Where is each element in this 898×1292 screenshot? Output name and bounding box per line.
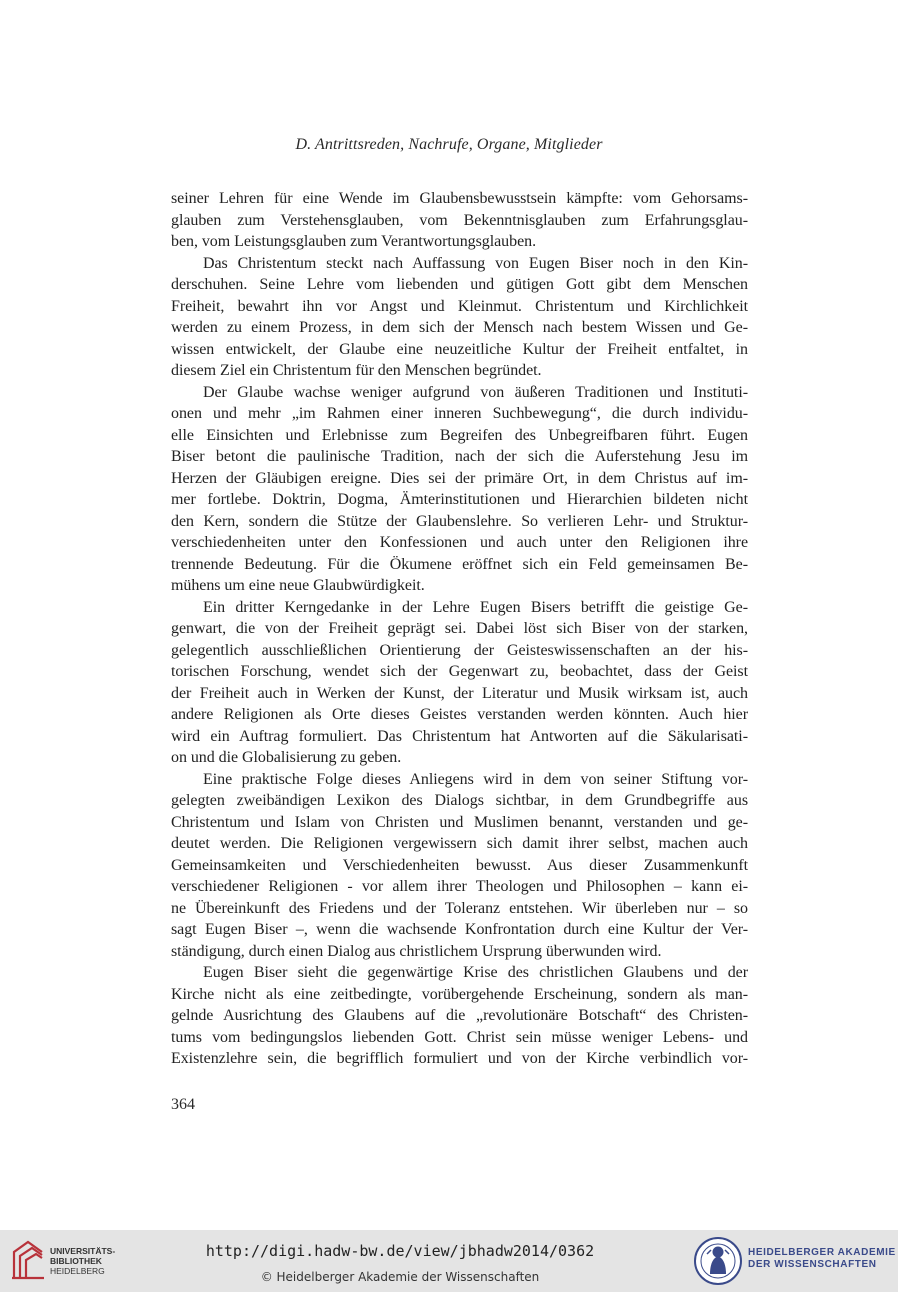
text-line: torischen Forschung, wendet sich der Gegenwart zu, beobachtet, dass der Geist <box>171 663 748 680</box>
text-line: mühens um eine neue Glaubwürdigkeit. <box>171 577 425 594</box>
academy-name-line: HEIDELBERGER AKADEMIE <box>748 1247 896 1258</box>
text-line: on und die Globalisierung zu geben. <box>171 749 402 766</box>
text-line: Eugen Biser sieht die gegenwärtige Krise des christlichen Glaubens und der <box>203 964 748 981</box>
text-line: onen und mehr „im Rahmen einer inneren Suchbewegung“, die durch individu- <box>171 405 748 422</box>
text-line: Existenzlehre sein, die begrifflich formuliert und von der Kirche verbindlich vor- <box>171 1050 748 1067</box>
text-line: Ein dritter Kerngedanke in der Lehre Eugen Bisers betrifft die geistige Ge- <box>203 598 748 616</box>
text-line: seiner Lehren für eine Wende im Glaubensbewusstsein kämpfte: vom Gehorsams- <box>171 190 748 207</box>
text-line: gelegten zweibändigen Lexikon des Dialogs sichtbar, in dem Grundbegriffe aus <box>171 792 748 809</box>
running-head: D. Antrittsreden, Nachrufe, Organe, Mitglieder <box>295 136 603 153</box>
text-line: ständigung, durch einen Dialog aus christlichem Ursprung überwunden wird. <box>171 942 662 960</box>
text-line: genwart, die von der Freiheit geprägt sei. Dabei löst sich Biser von der starken, <box>171 620 748 637</box>
text-line: Gemeinsamkeiten und Verschiedenheiten bewusst. Aus dieser Zusammenkunft <box>171 856 748 874</box>
text-line: diesem Ziel ein Christentum für den Menschen begründet. <box>171 362 542 379</box>
text-line: verschiedener Religionen - vor allem ihrer Theologen und Philosophen – kann ei- <box>171 878 748 895</box>
text-line: ne Übereinkunft des Friedens und der Toleranz entstehen. Wir überleben nur – so <box>171 899 748 917</box>
body-text <box>171 188 748 1070</box>
text-line: glauben zum Verstehensglauben, vom Bekenntnisglauben zum Erfahrungsglau- <box>171 211 748 229</box>
library-name-line: BIBLIOTHEK <box>50 1256 102 1266</box>
text-line: der Freiheit auch in Werken der Kunst, der Literatur und Musik wirksam ist, auch <box>171 684 748 702</box>
copyright-notice: © Heidelberger Akademie der Wissenschaften <box>260 1270 540 1284</box>
text-line: Das Christentum steckt nach Auffassung von Eugen Biser noch in den Kin- <box>203 254 748 272</box>
text-line: gelegentlich ausschließlichen Orientierung der Geisteswissenschaften an der his- <box>171 641 748 659</box>
academy-name <box>748 1247 896 1271</box>
text-line: wird ein Auftrag formuliert. Das Christentum hat Antworten auf die Säkularisati- <box>171 727 748 745</box>
text-line: mer fortlebe. Doktrin, Dogma, Ämterinstitutionen und Hierarchien bildeten nicht <box>171 491 748 508</box>
academy-seal-icon[interactable] <box>693 1236 743 1286</box>
text-line: verschiedenheiten unter den Konfessionen und auch unter den Religionen ihre <box>171 534 748 551</box>
text-line: Christentum und Islam von Christen und Muslimen benannt, verstanden und ge- <box>171 813 748 831</box>
text-line: tums vom bedingungslos liebenden Gott. Christ sein müsse weniger Lebens- und <box>171 1028 748 1046</box>
library-name-line: UNIVERSITÄTS- <box>50 1246 116 1256</box>
permalink-url[interactable]: http://digi.hadw-bw.de/view/jbhadw2014/0362 <box>205 1242 595 1260</box>
text-line: Herzen der Gläubigen ereigne. Dies sei der primäre Ort, in dem Christus auf im- <box>171 469 748 487</box>
text-line: sagt Eugen Biser –, wenn die wachsende Konfrontation durch eine Kultur der Ver- <box>171 921 748 938</box>
page-number: 364 <box>171 1096 195 1113</box>
text-line: derschuhen. Seine Lehre vom liebenden und gütigen Gott gibt dem Menschen <box>171 276 748 293</box>
text-line: trennende Bedeutung. Für die Ökumene eröffnet sich ein Feld gemeinsamen Be- <box>171 555 748 573</box>
text-line: Eine praktische Folge dieses Anliegens wird in dem von seiner Stiftung vor- <box>203 770 748 788</box>
text-line: ben, vom Leistungsglauben zum Verantwortungsglauben. <box>171 233 537 250</box>
text-line: Biser betont die paulinische Tradition, nach der sich die Auferstehung Jesu im <box>171 448 748 465</box>
text-line: deutet werden. Die Religionen vergewissern sich damit ihrer selbst, machen auch <box>171 835 748 852</box>
footer-bar <box>0 1230 898 1292</box>
text-line: den Kern, sondern die Stütze der Glaubenslehre. So verlieren Lehr- und Struktur- <box>171 512 748 530</box>
text-line: wissen entwickelt, der Glaube eine neuzeitliche Kultur der Freiheit entfaltet, in <box>171 340 748 358</box>
text-line: gelnde Ausrichtung des Glaubens auf die „revolutionäre Botschaft“ des Christen- <box>171 1007 748 1024</box>
text-line: Der Glaube wachse weniger aufgrund von äußeren Traditionen und Instituti- <box>203 383 748 401</box>
text-line: Kirche nicht als eine zeitbedingte, vorübergehende Erscheinung, sondern als man- <box>171 985 748 1003</box>
library-name-line: HEIDELBERG <box>50 1266 105 1276</box>
text-line: Freiheit, bewahrt ihn vor Angst und Kleinmut. Christentum und Kirchlichkeit <box>171 297 748 315</box>
text-line: werden zu einem Prozess, in dem sich der Mensch nach bestem Wissen und Ge- <box>171 319 748 336</box>
text-line: elle Einsichten und Erlebnisse zum Begreifen des Unbegreifbaren führt. Eugen <box>171 426 748 444</box>
academy-name-line: DER WISSENSCHAFTEN <box>748 1259 877 1270</box>
text-line: andere Religionen als Orte dieses Geistes verstanden werden könnten. Auch hier <box>171 706 748 723</box>
